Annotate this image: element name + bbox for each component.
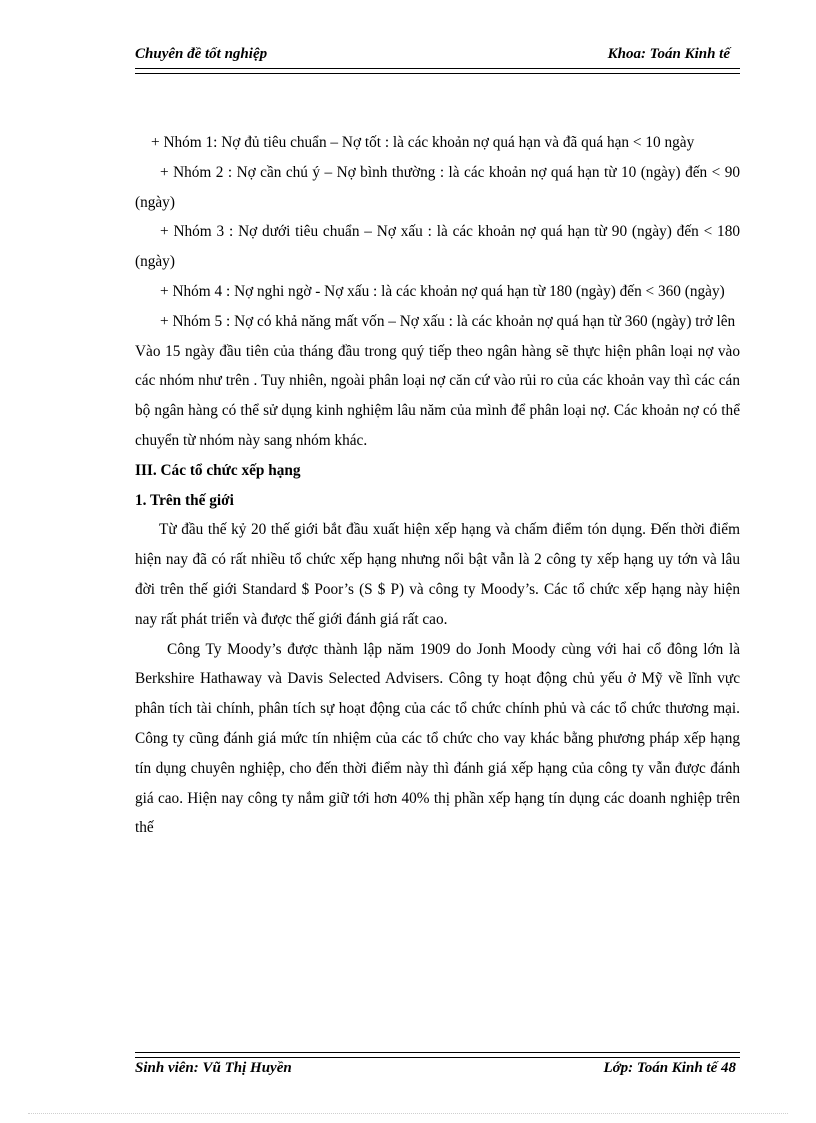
header-document-type: Chuyên đề tốt nghiệp bbox=[135, 46, 268, 62]
debt-group-3: + Nhóm 3 : Nợ dưới tiêu chuẩn – Nợ xấu : là các khoản nợ quá hạn từ 90 (ngày) đến < 180 (ngày) bbox=[135, 223, 740, 271]
debt-group-4: + Nhóm 4 : Nợ nghi ngờ - Nợ xấu : là các khoản nợ quá hạn từ 180 (ngày) đến < 360 (ngày) bbox=[160, 282, 725, 300]
page-header bbox=[135, 44, 740, 66]
moodys-paragraph: Công Ty Moody’s được thành lập năm 1909 do Jonh Moody cùng với hai cổ đông lớn là Berkshire Hathaway và Davis Selected Advisers. Công ty hoạt động chủ yếu ở Mỹ về lĩnh vực phân tích tài chính, phân tích sự hoạt động của các tổ chức chính phủ và các tổ chức thương mại. Công ty cũng đánh giá mức tín nhiệm của các tổ chức cho vay khác bằng phương pháp xếp hạng tín dụng chuyên nghiệp, cho đến thời điểm này thì đánh giá xếp hạng của công ty vẫn được đánh giá cao. Hiện nay công ty nắm giữ tới hơn 40% thị phần xếp hạng tín dụng các doanh nghiệp trên thế bbox=[135, 640, 740, 837]
debt-group-2: + Nhóm 2 : Nợ cần chú ý – Nợ bình thường : là các khoản nợ quá hạn từ 10 (ngày) đến < 90 (ngày) bbox=[135, 163, 740, 211]
subsection-heading: 1. Trên thế giới bbox=[135, 491, 234, 509]
debt-group-5: + Nhóm 5 : Nợ có khả năng mất vốn – Nợ xấu : là các khoản nợ quá hạn từ 360 (ngày) trở lên bbox=[160, 312, 736, 330]
document-body bbox=[135, 128, 740, 843]
page-bottom-edge bbox=[28, 1113, 788, 1114]
header-faculty: Khoa: Toán Kinh tế bbox=[607, 46, 730, 62]
page-footer bbox=[135, 1058, 740, 1080]
section-heading: III. Các tổ chức xếp hạng bbox=[135, 461, 301, 479]
footer-student-name: Sinh viên: Vũ Thị Huyền bbox=[135, 1060, 292, 1076]
debt-group-1: + Nhóm 1: Nợ đủ tiêu chuẩn – Nợ tốt : là các khoản nợ quá hạn và đã quá hạn < 10 ngày bbox=[151, 134, 695, 151]
footer-class: Lớp: Toán Kinh tế 48 bbox=[603, 1060, 736, 1076]
world-paragraph: Từ đầu thế kỷ 20 thế giới bắt đầu xuất hiện xếp hạng và chấm điểm tón dụng. Đến thời điểm hiện nay đã có rất nhiều tổ chức xếp hạng nhưng nổi bật vẫn là 2 công ty xếp hạng uy tớn và lâu đời trên thế giới Standard $ Poor’s (S $ P) và công ty Moody’s. Các tổ chức xếp hạng này hiện nay rất phát triển và được thế giới đánh giá rất cao. bbox=[135, 521, 740, 628]
classification-paragraph: Vào 15 ngày đầu tiên của tháng đầu trong quý tiếp theo ngân hàng sẽ thực hiện phân loại nợ vào các nhóm như trên . Tuy nhiên, ngoài phân loại nợ căn cứ vào rủi ro của các khoản vay thì các cán bộ ngân hàng có thể sử dụng kinh nghiệm lâu năm của mình để phân loại nợ. Các khoản nợ có thể chuyển từ nhóm này sang nhóm khác. bbox=[135, 342, 740, 449]
header-rule bbox=[135, 68, 740, 74]
